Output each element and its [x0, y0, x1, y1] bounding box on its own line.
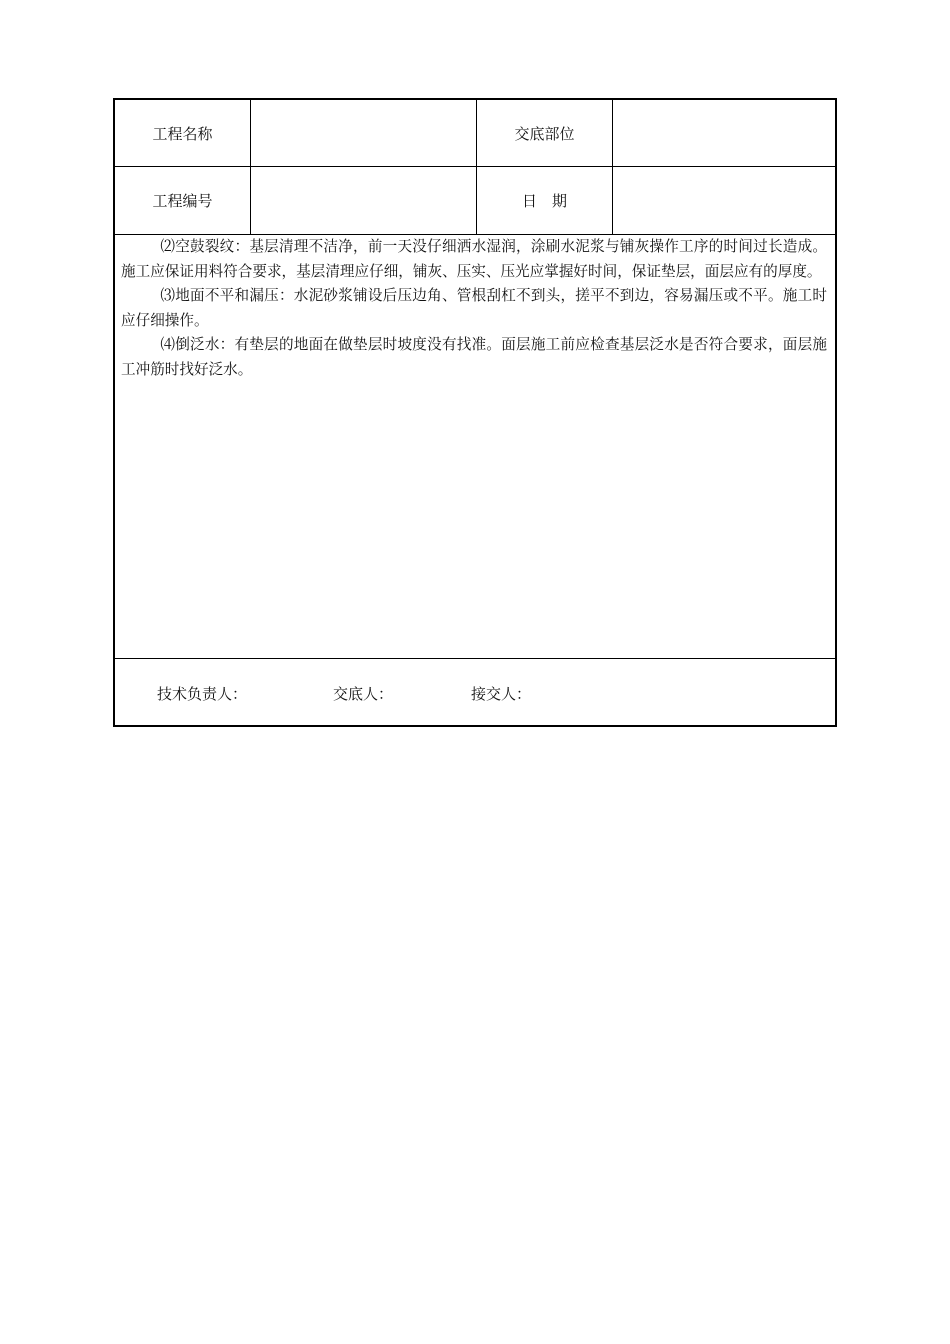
handover-content: [115, 235, 835, 659]
handover-part-label: 交底部位: [477, 100, 613, 166]
content-paragraph-2: ⑵空鼓裂纹：基层清理不洁净，前一天没仔细洒水湿润，涂刷水泥浆与铺灰操作工序的时间过长造成。施工应保证用料符合要求，基层清理应仔细，铺灰、压实、压光应掌握好时间，保证垫层，面层应有的厚度。: [121, 238, 827, 280]
technical-lead-label: 技术负责人：: [157, 685, 248, 703]
handover-by-label: 交底人：: [333, 685, 394, 703]
header-row-1: [115, 100, 835, 167]
content-paragraph-4: ⑷倒泛水：有垫层的地面在做垫层时坡度没有找准。面层施工前应检查基层泛水是否符合要求，面层施工冲筋时找好泛水。: [121, 336, 827, 378]
content-paragraph-3: ⑶地面不平和漏压：水泥砂浆铺设后压边角、管根刮杠不到头，搓平不到边，容易漏压或不平。施工时应仔细操作。: [121, 287, 827, 329]
date-field[interactable]: [613, 167, 835, 234]
signature-row: [115, 659, 835, 725]
receiver-label: 接交人：: [471, 685, 532, 703]
project-number-label: 工程编号: [115, 167, 251, 234]
header-row-2: [115, 167, 835, 235]
date-label: 日 期: [477, 167, 613, 234]
handover-part-field[interactable]: [613, 100, 835, 166]
technical-handover-form: [113, 98, 837, 727]
project-number-field[interactable]: [251, 167, 477, 234]
project-name-field[interactable]: [251, 100, 477, 166]
project-name-label: 工程名称: [115, 100, 251, 166]
